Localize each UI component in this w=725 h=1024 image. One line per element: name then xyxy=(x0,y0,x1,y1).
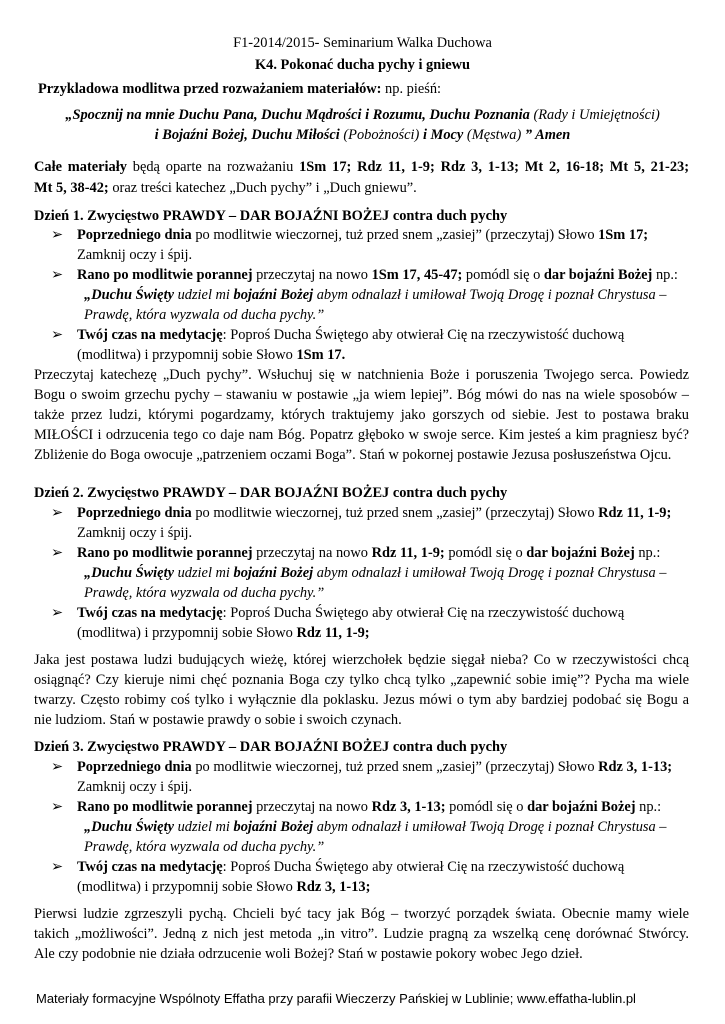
day-heading: Dzień 3. Zwycięstwo PRAWDY – DAR BOJAŹNI BOŻEJ contra duch pychy xyxy=(34,739,508,755)
paragraph-line: Zbliżenie do Boga owocuje „patrzeniem oczami Boga”. Stań w pokornej postawie Jezusa posłuszeństwa Ojcu. xyxy=(34,447,672,463)
intro-line xyxy=(38,79,441,99)
bullet-icon: ➢ xyxy=(51,545,64,561)
bullet-icon: ➢ xyxy=(51,605,64,621)
page-footer: Materiały formacyjne Wspólnoty Effatha przy parafii Wieczerzy Pańskiej w Lublinie; www.effatha-lublin.pl xyxy=(36,991,636,1006)
meditation-step-cont: (modlitwa) i przypomnij sobie Słowo Rdz 11, 1-9; xyxy=(77,625,370,641)
bullet-icon: ➢ xyxy=(51,327,64,343)
bullet-icon: ➢ xyxy=(51,227,64,243)
bullet-icon: ➢ xyxy=(51,505,64,521)
meditation-step: Twój czas na medytację: Poproś Ducha Świętego aby otwierał Cię na rzeczywistość duchową xyxy=(77,859,625,875)
bullet-icon: ➢ xyxy=(51,759,64,775)
paragraph-line: Przeczytaj katechezę „Duch pychy”. Wsłuchuj się w natchnienia Boże i poruszenia Twojego serca. Powiedz xyxy=(34,367,689,383)
materials-line-1: Całe materiały będą oparte na rozważaniu 1Sm 17; Rdz 11, 1-9; Rdz 3, 1-13; Mt 2, 16-18; Mt 5, 21-23; xyxy=(34,159,689,175)
evening-step-cont: Zamknij oczy i śpij. xyxy=(77,525,193,541)
paragraph-line: Bogu o swoim grzechu pychy – stawaniu w postawie „ja wiem lepiej”. Bóg mówi do nas na wiele sposobów – xyxy=(34,387,689,403)
prayer-line-cont: Prawdę, która wyzwala od ducha pychy.” xyxy=(84,307,325,323)
prayer-line: „Duchu Święty udziel mi bojaźni Bożej abym odnalazł i umiłował Twoją Drogę i poznał Chrystusa – xyxy=(84,819,667,835)
meditation-step: Twój czas na medytację: Poproś Ducha Świętego aby otwierał Cię na rzeczywistość duchową xyxy=(77,327,625,343)
morning-step: Rano po modlitwie porannej przeczytaj na nowo 1Sm 17, 45-47; pomódl się o dar bojaźni Bożej np.: xyxy=(77,267,678,283)
evening-step: Poprzedniego dnia po modlitwie wieczornej, tuż przed snem „zasiej” (przeczytaj) Słowo Rdz 11, 1-9; xyxy=(77,505,672,521)
prayer-line: „Duchu Święty udziel mi bojaźni Bożej abym odnalazł i umiłował Twoją Drogę i poznał Chrystusa – xyxy=(84,287,667,303)
document-title: K4. Pokonać ducha pychy i gniewu xyxy=(254,57,471,73)
prayer-line-cont: Prawdę, która wyzwala od ducha pychy.” xyxy=(84,839,325,855)
intro-label: Przykladowa modlitwa przed rozważaniem materiałów: xyxy=(38,81,382,97)
paragraph-line: Ale czy podobnie nie działa odrzucenie woli Bożej? Stań w postawie pokory wobec Jego dzieł. xyxy=(34,946,583,962)
day-heading: Dzień 1. Zwycięstwo PRAWDY – DAR BOJAŹNI BOŻEJ contra duch pychy xyxy=(34,208,508,224)
evening-step: Poprzedniego dnia po modlitwie wieczornej, tuż przed snem „zasiej” (przeczytaj) Słowo 1Sm 17; xyxy=(77,227,649,243)
bullet-icon: ➢ xyxy=(51,799,64,815)
prayer-line-cont: Prawdę, która wyzwala od ducha pychy.” xyxy=(84,585,325,601)
paragraph-line: osiągnąć? Czy kieruje nimi chęć poznania Boga czy tylko chcą tylko „zapewnić sobie imię”? Pycha ma wiele xyxy=(34,672,689,688)
morning-step: Rano po modlitwie porannej przeczytaj na nowo Rdz 3, 1-13; pomódl się o dar bojaźni Bożej np.: xyxy=(77,799,662,815)
paragraph-line: MIŁOŚCI i odrzucenia tego co daje nam Bóg. Popatrz głęboko w swoje serce. Kim jesteś a kim pragniesz być? xyxy=(34,427,689,443)
paragraph-line: twarzy. Często robimy coś tylko i wyłącznie dla poklasku. Jezus mówi o tym aby bardziej podobać się Bogu a xyxy=(34,692,689,708)
paragraph-line: Pierwsi ludzie zgrzeszyli pychą. Chcieli być tacy jak Bóg – tworzyć porządek świata. Obecnie mamy wiele xyxy=(34,906,689,922)
meditation-step: Twój czas na medytację: Poproś Ducha Świętego aby otwierał Cię na rzeczywistość duchową xyxy=(77,605,625,621)
day-heading: Dzień 2. Zwycięstwo PRAWDY – DAR BOJAŹNI BOŻEJ contra duch pychy xyxy=(34,485,508,501)
paragraph-line: Jaka jest postawa ludzi budujących wieżę, której wierzchołek będzie sięgał nieba? Co w rzeczywistości chcą xyxy=(34,652,689,668)
prayer-line: „Duchu Święty udziel mi bojaźni Bożej abym odnalazł i umiłował Twoją Drogę i poznał Chrystusa – xyxy=(84,565,667,581)
materials-line-2: Mt 5, 38-42; oraz treści katechez „Duch pychy” i „Duch gniewu”. xyxy=(34,180,417,196)
bullet-icon: ➢ xyxy=(51,267,64,283)
intro-rest: np. pieśń: xyxy=(381,81,442,97)
meditation-step-cont: (modlitwa) i przypomnij sobie Słowo 1Sm 17. xyxy=(77,347,346,363)
paragraph-line: także przez ludzi, którymi pogardzamy, których traktujemy jako gorszych od siebie. Jest to postawa braku xyxy=(34,407,689,423)
bullet-icon: ➢ xyxy=(51,859,64,875)
hymn-line-1: „Spocznij na mnie Duchu Pana, Duchu Mądrości i Rozumu, Duchu Poznania (Rady i Umiejętności) xyxy=(65,107,660,123)
evening-step-cont: Zamknij oczy i śpij. xyxy=(77,779,193,795)
hymn-line-2: i Bojaźni Bożej, Duchu Miłości (Pobożności) i Mocy (Męstwa) ” Amen xyxy=(154,127,571,143)
morning-step: Rano po modlitwie porannej przeczytaj na nowo Rdz 11, 1-9; pomódl się o dar bojaźni Bożej np.: xyxy=(77,545,661,561)
evening-step-cont: Zamknij oczy i śpij. xyxy=(77,247,193,263)
evening-step: Poprzedniego dnia po modlitwie wieczornej, tuż przed snem „zasiej” (przeczytaj) Słowo Rdz 3, 1-13; xyxy=(77,759,673,775)
meditation-step-cont: (modlitwa) i przypomnij sobie Słowo Rdz 3, 1-13; xyxy=(77,879,371,895)
paragraph-line: nie ludziom. Stań w postawie prawdy o sobie i swoich czynach. xyxy=(34,712,402,728)
document-series-title: F1-2014/2015- Seminarium Walka Duchowa xyxy=(233,35,492,51)
paragraph-line: takich „możliwości”. Jedną z nich jest metoda „in vitro”. Ludzie pragną za wszelką cenę dorównać Stwórcy. xyxy=(34,926,689,942)
